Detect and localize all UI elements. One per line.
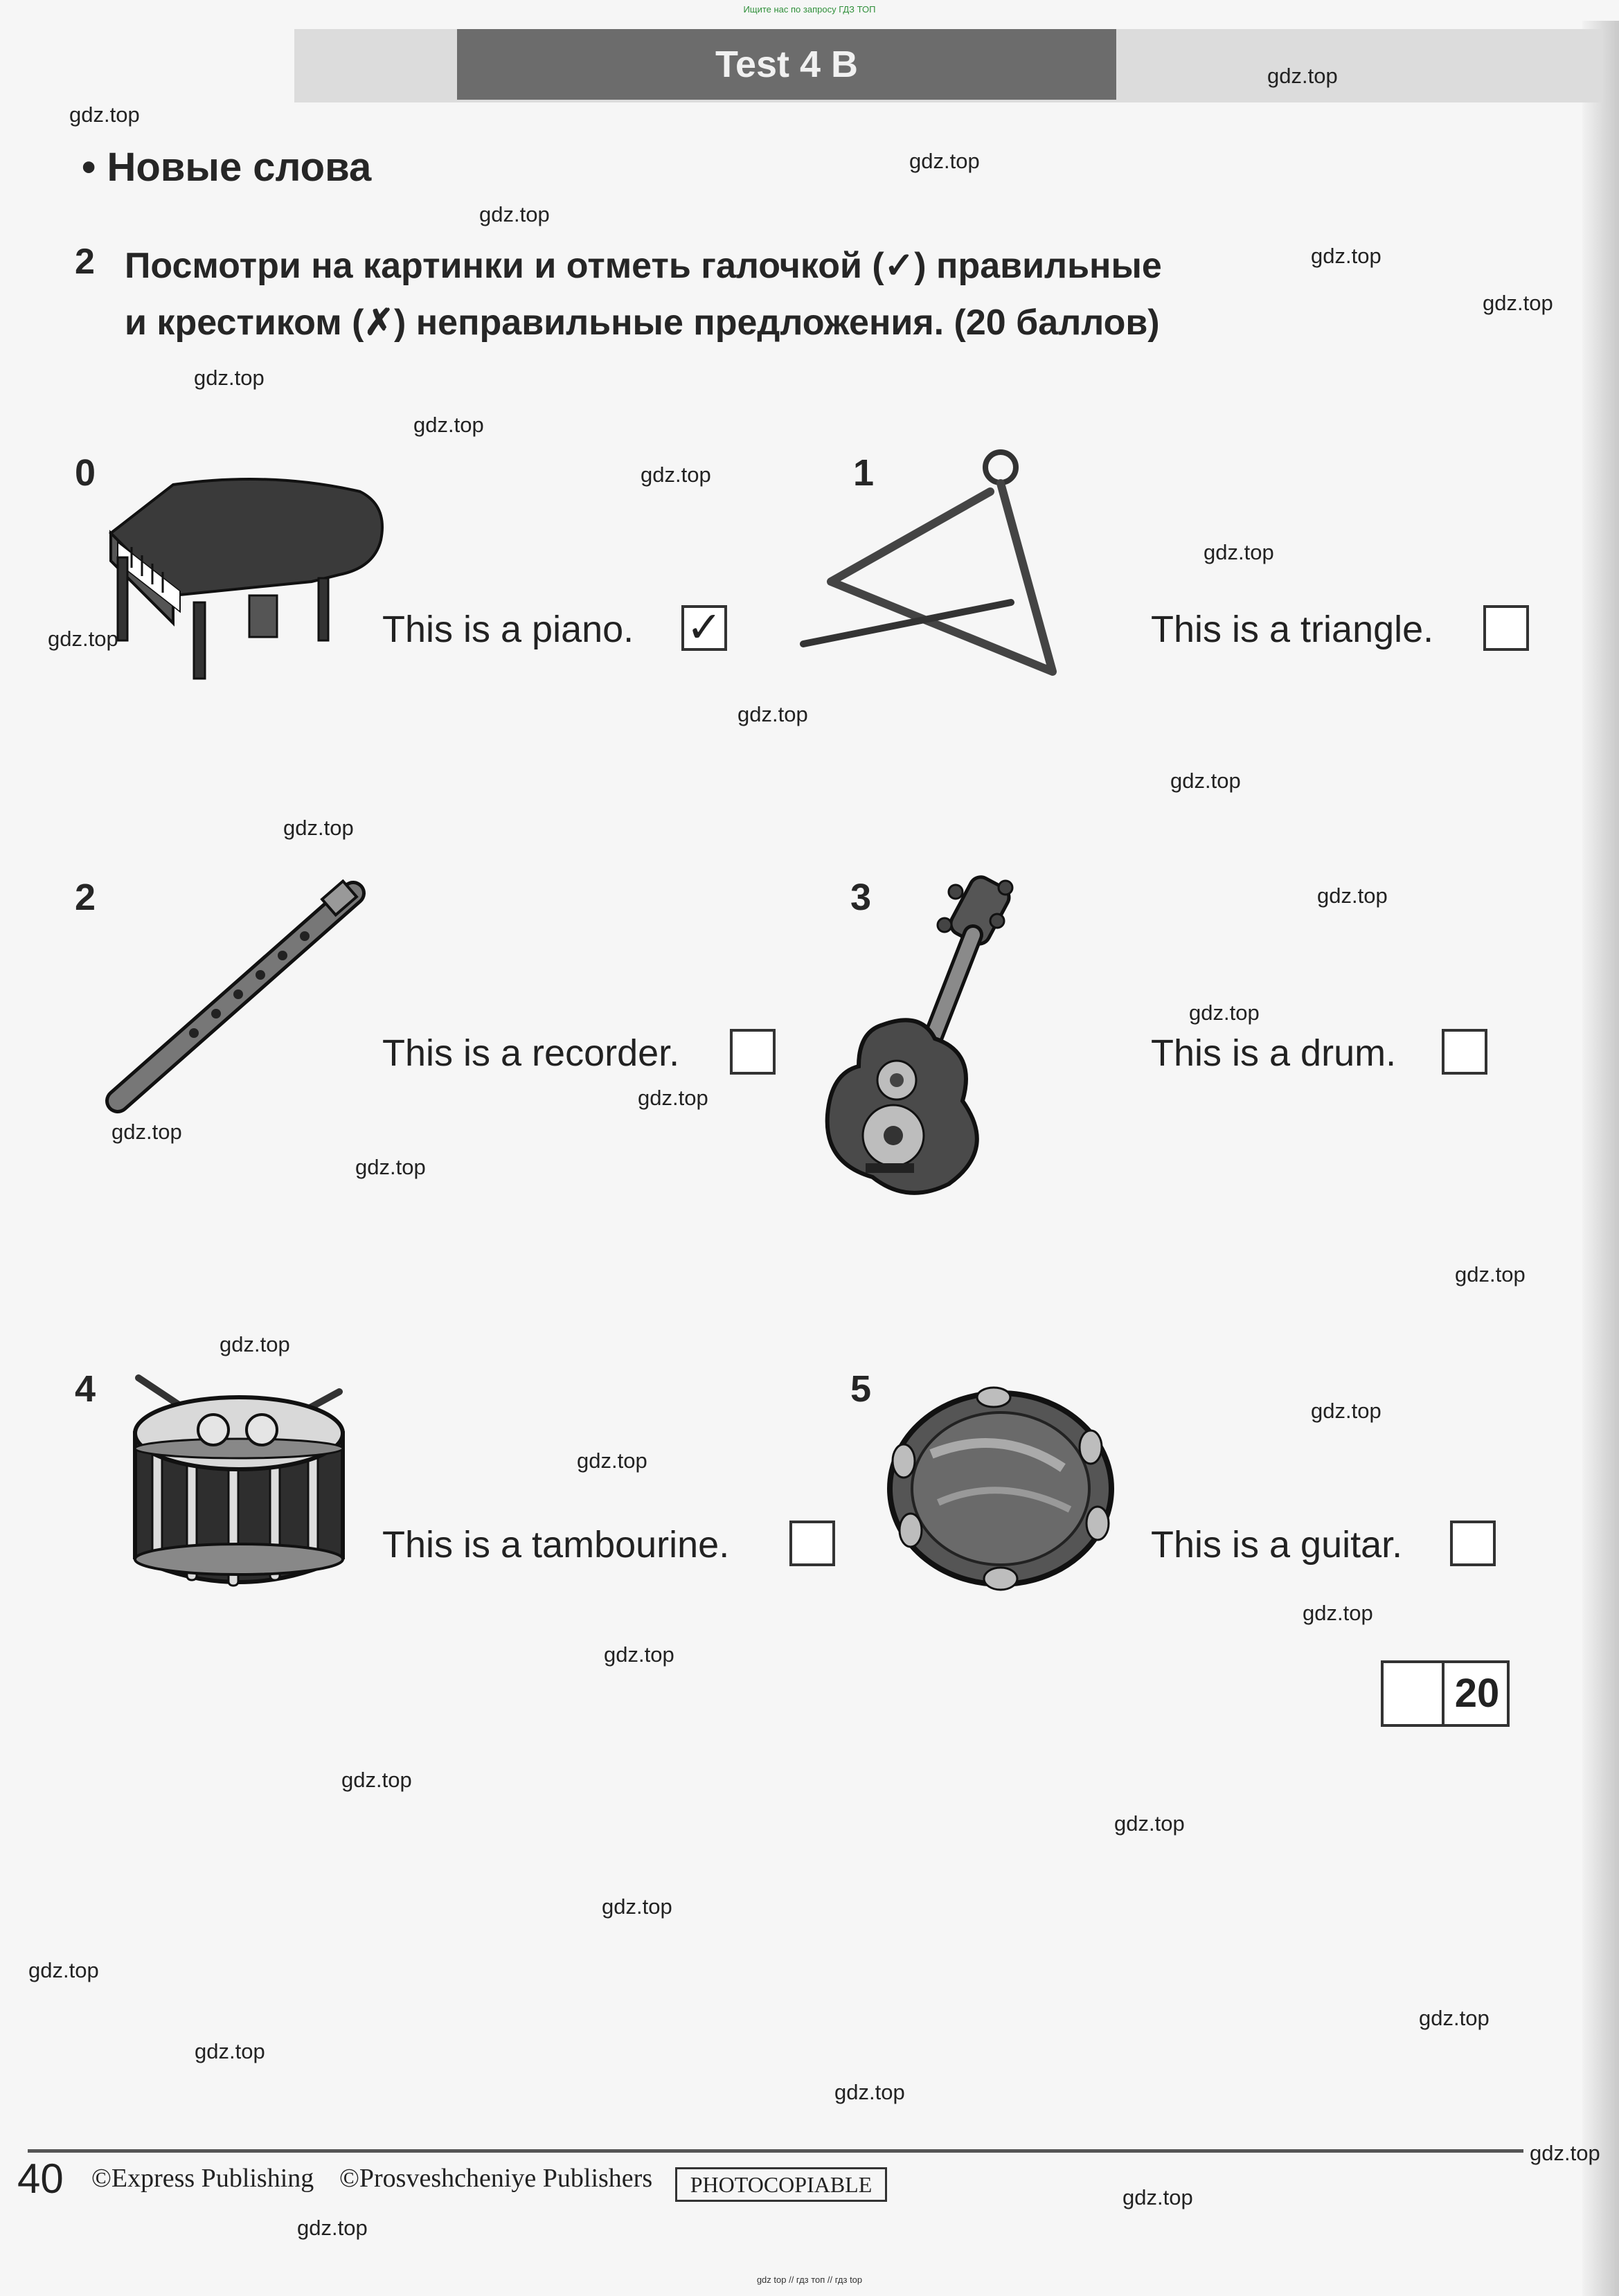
watermark: gdz.top	[111, 1120, 182, 1144]
watermark: gdz.top	[1303, 1601, 1373, 1625]
watermark: gdz.top	[355, 1155, 426, 1179]
footer-rule	[28, 2149, 1523, 2153]
instruction-line-2: и крестиком (✗) неправильные предложения. (20 баллов)	[125, 303, 1160, 343]
answer-checkbox-4[interactable]	[789, 1521, 835, 1566]
test-title: Test 4 B	[715, 44, 859, 85]
watermark: gdz.top	[1483, 291, 1553, 315]
watermark: gdz.top	[834, 2080, 905, 2104]
grand-piano-icon	[90, 464, 395, 685]
site-note-top: Ищите нас по запросу ГДЗ ТОП	[743, 4, 876, 15]
section-title: Новые слова	[107, 145, 372, 190]
answer-checkbox-0[interactable]: ✓	[681, 605, 727, 651]
bullet-mark: •	[82, 145, 96, 190]
watermark: gdz.top	[297, 2216, 368, 2240]
publisher-prosveshcheniye: ©Prosveshcheniye Publishers	[339, 2164, 653, 2193]
watermark: gdz.top	[577, 1449, 647, 1473]
watermark: gdz.top	[604, 1642, 674, 1667]
watermark: gdz.top	[1311, 1399, 1381, 1423]
answer-checkbox-1[interactable]	[1483, 605, 1529, 651]
watermark: gdz.top	[737, 702, 808, 726]
item-number-5: 5	[850, 1368, 872, 1410]
watermark: gdz.top	[413, 413, 484, 437]
item-sentence-4: This is a tambourine.	[382, 1524, 730, 1566]
item-sentence-5: This is a guitar.	[1151, 1524, 1403, 1566]
watermark: gdz.top	[283, 816, 354, 840]
item-number-3: 3	[850, 877, 872, 918]
watermark: gdz.top	[602, 1894, 672, 1919]
recorder-flute-icon	[97, 879, 367, 1115]
item-sentence-1: This is a triangle.	[1151, 609, 1434, 650]
score-earned-field[interactable]	[1384, 1663, 1442, 1724]
watermark: gdz.top	[1114, 1811, 1185, 1836]
snare-drum-icon	[125, 1371, 353, 1603]
watermark: gdz.top	[638, 1086, 708, 1110]
watermark: gdz.top	[1267, 64, 1338, 88]
tambourine-icon	[883, 1385, 1118, 1593]
watermark: gdz.top	[69, 102, 140, 127]
publisher-express: ©Express Publishing	[91, 2164, 314, 2193]
watermark: gdz.top	[479, 202, 550, 226]
toy-guitar-icon	[817, 872, 1053, 1205]
watermark: gdz.top	[1122, 2185, 1193, 2209]
item-number-0: 0	[75, 452, 96, 494]
watermark: gdz.top	[909, 149, 980, 173]
watermark: gdz.top	[1419, 2006, 1490, 2030]
answer-checkbox-5[interactable]	[1450, 1521, 1496, 1566]
watermark: gdz.top	[220, 1332, 290, 1356]
answer-checkbox-3[interactable]	[1442, 1029, 1487, 1075]
task-number: 2	[75, 242, 95, 282]
triangle-instrument-icon	[789, 436, 1066, 692]
item-sentence-0: This is a piano.	[382, 609, 634, 650]
watermark: gdz.top	[1455, 1262, 1526, 1286]
watermark: gdz.top	[1189, 1001, 1260, 1025]
watermark: gdz.top	[1311, 244, 1381, 268]
page-edge-shadow	[1582, 21, 1619, 2296]
watermark: gdz.top	[641, 463, 711, 487]
item-number-2: 2	[75, 877, 96, 918]
instruction-line-1: Посмотри на картинки и отметь галочкой (✓) правильные	[125, 246, 1162, 286]
page-number: 40	[17, 2155, 64, 2202]
item-sentence-2: This is a recorder.	[382, 1032, 680, 1074]
item-number-1: 1	[853, 452, 875, 494]
watermark: gdz.top	[28, 1958, 99, 1982]
site-note-bottom: gdz top // гдз топ // гдз top	[756, 2275, 863, 2285]
task-instruction	[125, 237, 1343, 351]
watermark: gdz.top	[195, 2039, 265, 2063]
watermark: gdz.top	[1170, 769, 1241, 793]
watermark: gdz.top	[1204, 540, 1274, 564]
item-number-4: 4	[75, 1368, 96, 1410]
watermark: gdz.top	[1317, 884, 1388, 908]
watermark: gdz.top	[48, 627, 118, 651]
item-sentence-3: This is a drum.	[1151, 1032, 1397, 1074]
watermark: gdz.top	[1530, 2141, 1600, 2165]
section-heading	[82, 144, 371, 190]
score-max: 20	[1454, 1671, 1500, 1716]
watermark: gdz.top	[341, 1768, 412, 1792]
photocopiable-badge: PHOTOCOPIABLE	[675, 2167, 887, 2202]
answer-checkbox-2[interactable]	[730, 1029, 776, 1075]
watermark: gdz.top	[194, 366, 265, 390]
